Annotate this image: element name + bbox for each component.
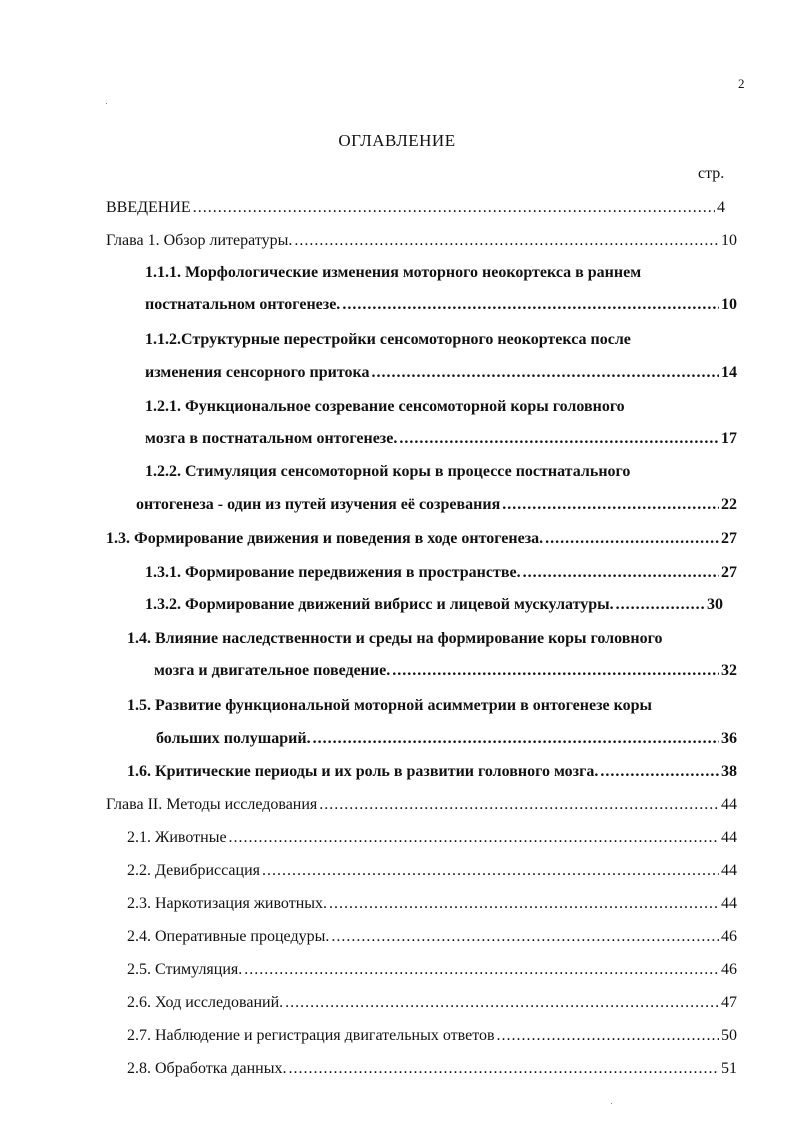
toc-entry-2-3 bbox=[127, 895, 737, 919]
toc-entry-label: больших полушарий. bbox=[156, 730, 311, 747]
toc-entry-label: ВВЕДЕНИЕ bbox=[106, 199, 191, 216]
toc-entry-page: 17 bbox=[721, 430, 737, 447]
toc-entry-1-4-line1: 1.4. Влияние наследственности и среды на формирование коры головного bbox=[127, 630, 663, 647]
toc-entry-page: 51 bbox=[721, 1060, 737, 1077]
toc-entry-page: 27 bbox=[721, 564, 737, 581]
page-number: 2 bbox=[738, 76, 745, 91]
toc-entry-label: 2.7. Наблюдение и регистрация двигательных ответов bbox=[127, 1027, 495, 1044]
toc-entry-1-6 bbox=[127, 763, 737, 787]
toc-entry-label: 1.3.1. Формирование передвижения в пространстве. bbox=[145, 564, 521, 581]
toc-entry-label: 1.6. Критические периоды и их роль в развитии головного мозга. bbox=[127, 763, 599, 780]
toc-entry-page: 14 bbox=[721, 364, 737, 381]
toc-entry-1-1-2-line1: 1.1.2.Структурные перестройки сенсомоторного неокортекса после bbox=[145, 331, 631, 348]
toc-entry-page: 44 bbox=[721, 829, 737, 846]
toc-entry-2-6 bbox=[127, 994, 737, 1018]
toc-entry-page: 46 bbox=[721, 928, 737, 945]
toc-entry-page: 38 bbox=[721, 763, 737, 780]
toc-entry-label: 2.6. Ход исследований. bbox=[127, 994, 284, 1011]
toc-leader-dots bbox=[285, 994, 719, 1012]
toc-leader-dots bbox=[262, 862, 719, 880]
toc-leader-dots bbox=[229, 829, 719, 847]
toc-entry-label: изменения сенсорного притока bbox=[145, 364, 370, 381]
toc-entry-label: мозга в постнатальном онтогенезе. bbox=[145, 430, 398, 447]
toc-entry-label: онтогенеза - один из путей изучения её созревания bbox=[136, 496, 501, 513]
toc-entry-page: 50 bbox=[721, 1027, 737, 1044]
toc-leader-dots bbox=[294, 232, 719, 250]
toc-entry-label: 2.3. Наркотизация животных. bbox=[127, 895, 328, 912]
page-column-label: стр. bbox=[698, 165, 725, 182]
toc-leader-dots bbox=[399, 430, 719, 448]
toc-entry-2-2 bbox=[127, 862, 737, 886]
toc-entry-1-2-2-line1: 1.2.2. Стимуляция сенсомоторной коры в процессе постнатального bbox=[145, 463, 631, 480]
toc-leader-dots bbox=[616, 596, 705, 614]
page-title: ОГЛАВЛЕНИЕ bbox=[338, 131, 456, 150]
toc-entry-chapter-2 bbox=[106, 796, 737, 820]
toc-entry-page: 4 bbox=[717, 199, 725, 216]
toc-entry-1-2-2 bbox=[136, 496, 737, 520]
toc-leader-dots bbox=[600, 763, 719, 781]
toc-entry-page: 46 bbox=[721, 961, 737, 978]
toc-entry-label: Глава II. Методы исследования bbox=[106, 796, 318, 813]
toc-entry-1-3 bbox=[106, 530, 737, 554]
toc-entry-1-5 bbox=[156, 730, 737, 754]
toc-entry-1-2-1-line1: 1.2.1. Функциональное созревание сенсомоторной коры головного bbox=[145, 398, 625, 415]
toc-entry-label: 2.5. Стимуляция. bbox=[127, 961, 243, 978]
toc-leader-dots bbox=[497, 1027, 719, 1045]
toc-leader-dots bbox=[244, 961, 719, 979]
toc-entry-page: 10 bbox=[721, 296, 737, 313]
toc-entry-1-3-1 bbox=[145, 564, 737, 588]
toc-entry-page: 27 bbox=[721, 530, 737, 547]
toc-leader-dots bbox=[193, 199, 715, 217]
toc-leader-dots bbox=[545, 530, 719, 548]
toc-entry-2-1 bbox=[127, 829, 737, 853]
toc-entry-label: 2.2. Девибриссация bbox=[127, 862, 261, 879]
toc-entry-introduction bbox=[106, 199, 725, 223]
toc-entry-2-8 bbox=[127, 1060, 737, 1084]
toc-leader-dots bbox=[313, 730, 719, 748]
toc-entry-1-3-2 bbox=[145, 596, 723, 620]
toc-leader-dots bbox=[319, 796, 719, 814]
toc-entry-2-5 bbox=[127, 961, 737, 985]
toc-leader-dots bbox=[372, 364, 720, 382]
toc-entry-label: 2.4. Оперативные процедуры. bbox=[127, 928, 330, 945]
toc-entry-page: 10 bbox=[721, 232, 737, 249]
toc-entry-label: 2.1. Животные bbox=[127, 829, 227, 846]
toc-entry-1-2-1 bbox=[145, 430, 737, 454]
toc-entry-label: 1.3.2. Формирование движений вибрисс и лицевой мускулатуры. bbox=[145, 596, 614, 613]
toc-leader-dots bbox=[523, 564, 719, 582]
toc-entry-1-4 bbox=[154, 662, 737, 686]
toc-leader-dots bbox=[502, 496, 719, 514]
toc-entry-page: 22 bbox=[721, 496, 737, 513]
toc-entry-label: 2.8. Обработка данных. bbox=[127, 1060, 287, 1077]
toc-entry-page: 44 bbox=[721, 862, 737, 879]
toc-entry-2-7 bbox=[127, 1027, 737, 1051]
toc-entry-label: постнатальном онтогенезе. bbox=[145, 296, 341, 313]
toc-entry-page: 44 bbox=[721, 895, 737, 912]
toc-entry-2-4 bbox=[127, 928, 737, 952]
toc-entry-1-5-line1: 1.5. Развитие функциональной моторной асимметрии в онтогенезе коры bbox=[127, 697, 653, 714]
toc-entry-label: 1.3. Формирование движения и поведения в ходе онтогенеза. bbox=[106, 530, 544, 547]
toc-leader-dots bbox=[288, 1060, 719, 1078]
toc-entry-chapter-1 bbox=[106, 232, 737, 256]
toc-entry-label: мозга и двигательное поведение. bbox=[154, 662, 391, 679]
scan-speck bbox=[611, 1103, 612, 1104]
toc-leader-dots bbox=[342, 296, 719, 314]
toc-entry-page: 36 bbox=[721, 730, 737, 747]
toc-entry-page: 32 bbox=[721, 662, 737, 679]
toc-entry-page: 30 bbox=[707, 596, 723, 613]
toc-entry-page: 44 bbox=[721, 796, 737, 813]
toc-entry-page: 47 bbox=[721, 994, 737, 1011]
toc-entry-1-1-1 bbox=[145, 296, 737, 320]
scan-speck bbox=[106, 103, 107, 104]
toc-leader-dots bbox=[331, 928, 719, 946]
toc-entry-1-1-2 bbox=[145, 364, 737, 388]
toc-entry-1-1-1-line1: 1.1.1. Морфологические изменения моторного неокортекса в раннем bbox=[145, 264, 642, 281]
toc-leader-dots bbox=[392, 662, 719, 680]
toc-leader-dots bbox=[329, 895, 719, 913]
toc-entry-label: Глава 1. Обзор литературы. bbox=[106, 232, 293, 249]
